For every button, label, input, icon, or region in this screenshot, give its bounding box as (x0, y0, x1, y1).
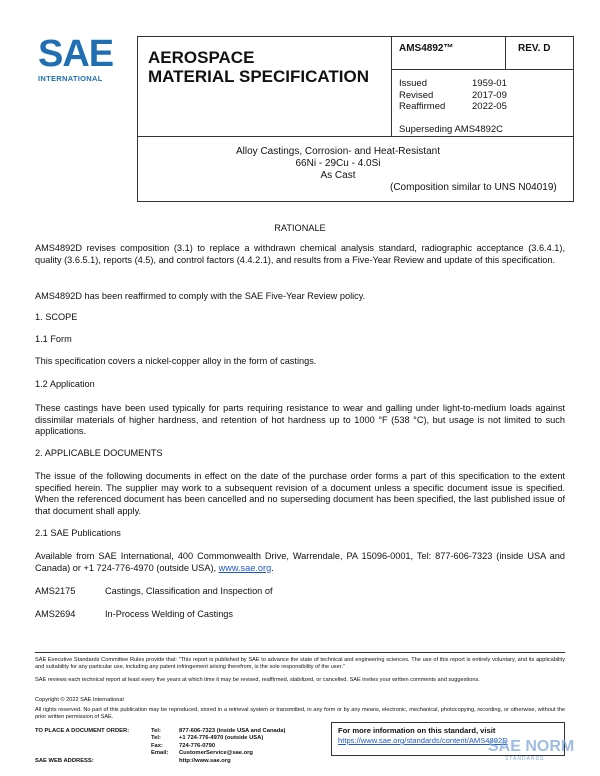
section-heading-applicable-documents: 2. APPLICABLE DOCUMENTS (35, 448, 163, 458)
subject-composition: (Composition similar to UNS N04019) (390, 182, 557, 193)
header-divider (391, 69, 574, 70)
email-label: Email: (151, 750, 169, 757)
rights-note: All rights reserved. No part of this publication may be reproduced, stored in a retrieval system or transmitted, in any form or by any means, electronic, mechanical, photocopying, recording, or otherwise, without the prior written permission of SAE. (35, 707, 565, 720)
footer-divider (35, 652, 565, 653)
standard-link[interactable]: https://www.sae.org/standards/content/AMS4892D (338, 736, 508, 745)
reference-row (35, 609, 565, 621)
application-paragraph: These castings have been used typically for parts requiring resistance to wear and galling under light-to-medium loads against dissimilar materials of higher hardness, and retention of hot hardness up to 1000 °F (538 °C), but usage is not limited to such applications. (35, 403, 565, 436)
document-dates (399, 78, 507, 113)
reference-title: In-Process Welding of Castings (105, 609, 234, 619)
web-value[interactable]: http://www.sae.org (179, 757, 231, 764)
document-number: AMS4892™ (399, 43, 454, 54)
more-info-text: For more information on this standard, visit (338, 726, 496, 735)
tel1-label: Tel: (151, 728, 161, 734)
subject-line-2: 66Ni - 29Cu - 4.0Si (295, 158, 381, 169)
reference-title: Castings, Classification and Inspection of (105, 586, 273, 596)
title-line-1: AEROSPACE (148, 48, 255, 67)
subject-title (138, 146, 538, 182)
sae-publications-text: Available from SAE International, 400 Commonwealth Drive, Warrendale, PA 15096-0001, Tel: 877-606-7323 (inside USA and Canada) or +1 724-776-4970 (outside USA), (35, 551, 565, 573)
tel1-value: 877-606-7323 (inside USA and Canada) (179, 728, 286, 734)
tel2-value: +1 724-776-4970 (outside USA) (179, 735, 264, 742)
revised-date: 2017-09 (472, 89, 507, 101)
issued-label: Issued (399, 78, 427, 89)
section-heading-scope: 1. SCOPE (35, 312, 78, 322)
reference-code: AMS2694 (35, 609, 76, 619)
reference-code: AMS2175 (35, 586, 76, 596)
subject-line-1: Alloy Castings, Corrosion- and Heat-Resistant (236, 146, 440, 157)
revised-label: Revised (399, 89, 434, 101)
form-paragraph: This specification covers a nickel-copper alloy in the form of castings. (35, 356, 317, 366)
issued-date: 1959-01 (472, 78, 507, 89)
reaffirmation-paragraph: AMS4892D has been reaffirmed to comply with the SAE Five-Year Review policy. (35, 291, 366, 301)
order-contact-block (35, 728, 285, 765)
logo-subtitle: INTERNATIONAL (38, 74, 103, 83)
copyright-note: Copyright © 2022 SAE International (35, 697, 124, 703)
web-label: SAE WEB ADDRESS: (35, 757, 94, 764)
applicable-documents-paragraph: The issue of the following documents in effect on the date of the purchase order forms a part of this specification to the extent specified herein. The supplier may work to a subsequent revision of a document unless a specific document issue is specified. When the referenced document has been cancelled and no superseding document has been specified, the last published issue of that document shall apply. (35, 471, 565, 516)
order-label: TO PLACE A DOCUMENT ORDER: (35, 728, 130, 734)
section-heading-form: 1.1 Form (35, 334, 72, 344)
fax-label: Fax: (151, 742, 163, 749)
header-divider (391, 36, 392, 137)
sae-logo (38, 33, 122, 83)
sae-publications-end: . (271, 562, 274, 573)
email-value[interactable]: CustomerService@sae.org (179, 750, 253, 757)
reaffirmed-date: 2022-05 (472, 101, 507, 112)
document-type-title (148, 48, 388, 86)
reaffirmed-label: Reaffirmed (399, 101, 446, 112)
revision-label: REV. D (518, 43, 551, 54)
tel2-label: Tel: (151, 735, 161, 742)
header-divider (505, 36, 506, 70)
watermark-text: SAE NORM (488, 738, 575, 755)
committee-rules-note: SAE Executive Standards Committee Rules provide that: “This report is published by SAE to advance the state of technical and engineering sciences. The use of this report is entirely voluntary, and its applicability and suitability for any particular use, including any patent infringement arising therefrom, is the sole responsibility of the user.” (35, 657, 565, 670)
title-line-2: MATERIAL SPECIFICATION (148, 67, 369, 86)
subject-line-3: As Cast (320, 170, 356, 181)
sae-publications-paragraph (35, 551, 565, 574)
rationale-paragraph: AMS4892D revises composition (3.1) to replace a withdrawn chemical analysis standard, radiographic acceptance (3.6.4.1), quality (3.6.5.1), reports (4.5), and control factors (4.4.2.1), and results from a Five-Year Review and update of this specification. (35, 243, 565, 265)
sae-website-link[interactable]: www.sae.org (218, 562, 272, 573)
section-heading-sae-publications: 2.1 SAE Publications (35, 528, 121, 538)
review-note: SAE reviews each technical report at least every five years at which time it may be revised, reaffirmed, stabilized, or cancelled. SAE invites your written comments and suggestions. (35, 677, 480, 683)
fax-value: 724-776-0790 (179, 742, 216, 749)
rationale-heading: RATIONALE (274, 223, 326, 233)
logo-mark: SAE (38, 33, 114, 75)
superseding-note: Superseding AMS4892C (399, 124, 504, 135)
section-heading-application: 1.2 Application (35, 379, 95, 389)
reference-row (35, 586, 565, 598)
watermark-subtext: STANDARDS (505, 756, 545, 762)
